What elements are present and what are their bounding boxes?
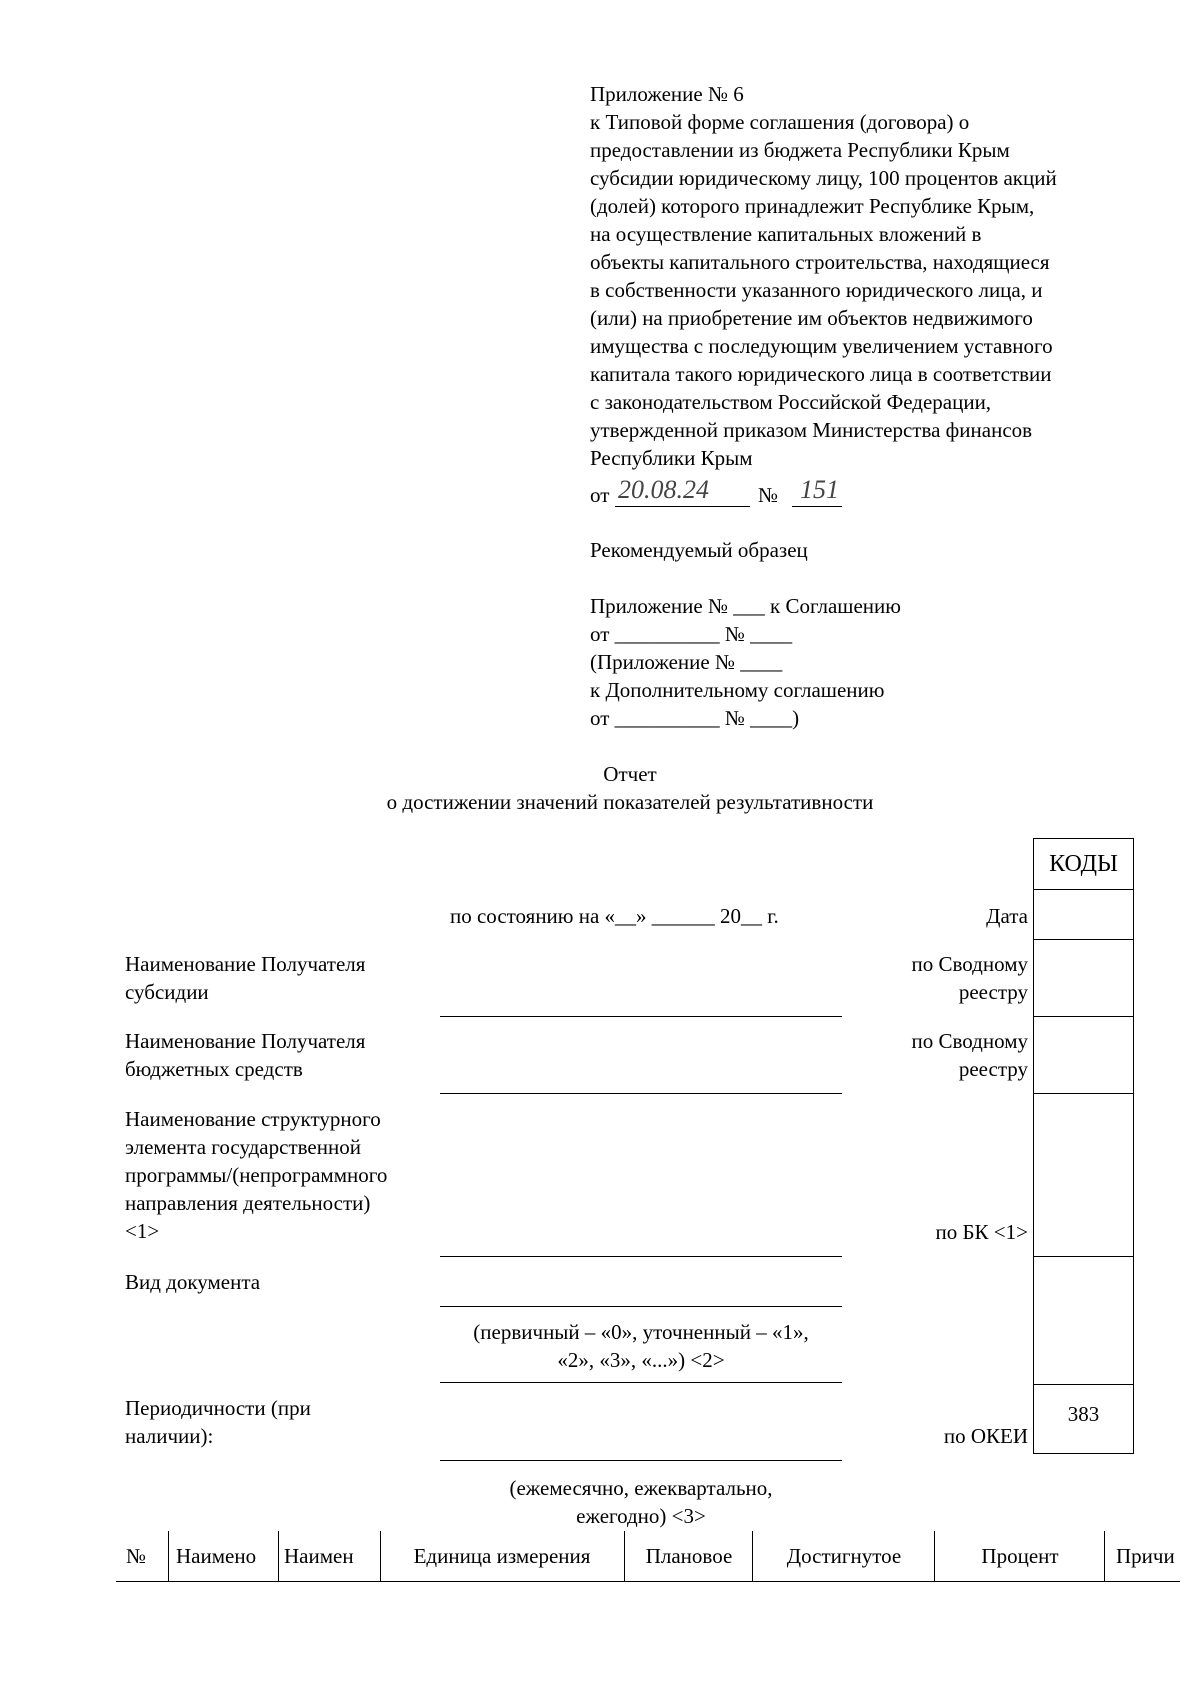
label-svod2: по Сводному bbox=[911, 1029, 1028, 1053]
code-svod1-cell[interactable] bbox=[1034, 939, 1133, 1016]
col-percent: Процент bbox=[981, 1544, 1059, 1568]
agreement-line: к Дополнительному соглашению bbox=[590, 678, 885, 702]
code-svod2-cell[interactable] bbox=[1034, 1016, 1133, 1093]
order-number-handwritten: 151 bbox=[800, 475, 839, 504]
label-doc-type: Вид документа bbox=[125, 1270, 261, 1294]
label-structural: Наименование структурного bbox=[125, 1107, 381, 1131]
agreement-line: от __________ № ____) bbox=[590, 706, 800, 730]
label-svod2-2: реестру bbox=[958, 1057, 1028, 1081]
label-svod1: по Сводному bbox=[911, 952, 1028, 976]
appendix-line: (долей) которого принадлежит Республике Крым, bbox=[590, 194, 1035, 218]
label-date: Дата bbox=[986, 904, 1028, 928]
code-okei-cell: 383 bbox=[1034, 1384, 1133, 1455]
label-structural-3: программы/(непрограммного bbox=[125, 1163, 388, 1187]
col-name-2: Наимен bbox=[284, 1544, 354, 1568]
code-bk-cell[interactable] bbox=[1034, 1093, 1133, 1256]
codes-column bbox=[1033, 838, 1134, 1454]
periodicity-hint: (ежемесячно, ежеквартально, bbox=[509, 1476, 773, 1500]
appendix-line: (или) на приобретение им объектов недвижимого bbox=[590, 306, 1033, 330]
order-date-prefix: от bbox=[590, 483, 610, 507]
col-achieved: Достигнутое bbox=[786, 1544, 902, 1568]
label-structural-2: элемента государственной bbox=[125, 1135, 361, 1159]
label-recipient-budget: Наименование Получателя bbox=[125, 1029, 366, 1053]
order-date-underline bbox=[615, 506, 750, 507]
appendix-line: на осуществление капитальных вложений в bbox=[590, 222, 982, 246]
appendix-line: субсидии юридическому лицу, 100 процентов акций bbox=[590, 166, 1057, 190]
label-svod1-2: реестру bbox=[958, 980, 1028, 1004]
label-recipient-subsidy-2: субсидии bbox=[125, 980, 209, 1004]
label-periodicity-2: наличии): bbox=[125, 1424, 214, 1448]
col-number: № bbox=[126, 1544, 147, 1568]
code-date-cell[interactable] bbox=[1034, 889, 1133, 939]
agreement-line: (Приложение № ____ bbox=[590, 650, 783, 674]
order-number-prefix: № bbox=[758, 483, 779, 507]
label-periodicity: Периодичности (при bbox=[125, 1396, 311, 1420]
col-unit: Единица измерения bbox=[413, 1544, 591, 1568]
appendix-line: капитала такого юридического лица в соответствии bbox=[590, 362, 1052, 386]
col-name-1: Наимено bbox=[176, 1544, 257, 1568]
appendix-line: объекты капитального строительства, находящиеся bbox=[590, 250, 1050, 274]
as-of-date: по состоянию на «__» ______ 20__ г. bbox=[450, 904, 779, 928]
doc-type-field[interactable] bbox=[440, 1306, 842, 1307]
col-divider bbox=[1104, 1531, 1105, 1581]
doc-type-hint-2: «2», «3», «...») <2> bbox=[557, 1348, 725, 1372]
agreement-line: от __________ № ____ bbox=[590, 622, 793, 646]
col-reasons: Причи bbox=[1116, 1544, 1175, 1568]
col-planned: Плановое bbox=[645, 1544, 733, 1568]
indicators-table-header bbox=[116, 1531, 1180, 1582]
appendix-line: имущества с последующим увеличением уставного bbox=[590, 334, 1053, 358]
appendix-line: к Типовой форме соглашения (договора) о bbox=[590, 110, 970, 134]
label-recipient-subsidy: Наименование Получателя bbox=[125, 952, 366, 976]
col-divider bbox=[934, 1531, 935, 1581]
label-structural-4: направления деятельности) bbox=[125, 1191, 371, 1215]
order-number-underline bbox=[792, 506, 842, 507]
report-title: Отчет bbox=[603, 762, 657, 786]
label-bk: по БК <1> bbox=[935, 1220, 1028, 1244]
label-structural-5: <1> bbox=[125, 1219, 160, 1243]
periodicity-field[interactable] bbox=[440, 1460, 842, 1461]
col-divider bbox=[168, 1531, 169, 1581]
agreement-line: Приложение № ___ к Соглашению bbox=[590, 594, 901, 618]
appendix-line: утвержденной приказом Министерства финансов bbox=[590, 418, 1033, 442]
label-recipient-budget-2: бюджетных средств bbox=[125, 1057, 303, 1081]
report-subtitle: о достижении значений показателей результативности bbox=[386, 790, 874, 814]
recipient-subsidy-field[interactable] bbox=[440, 1016, 842, 1017]
doc-type-hint: (первичный – «0», уточненный – «1», bbox=[473, 1320, 809, 1344]
structural-element-field[interactable] bbox=[440, 1256, 842, 1257]
recipient-budget-field[interactable] bbox=[440, 1093, 842, 1094]
recommended-sample: Рекомендуемый образец bbox=[590, 538, 808, 562]
code-doc-type-cell[interactable] bbox=[1034, 1256, 1133, 1384]
col-divider bbox=[624, 1531, 625, 1581]
periodicity-hint-2: ежегодно) <3> bbox=[576, 1504, 706, 1528]
label-okei: по ОКЕИ bbox=[943, 1424, 1028, 1448]
order-date-handwritten: 20.08.24 bbox=[618, 475, 709, 504]
appendix-line: Республики Крым bbox=[590, 446, 753, 470]
appendix-line: в собственности указанного юридического лица, и bbox=[590, 278, 1043, 302]
doc-type-hint-rule bbox=[440, 1382, 842, 1383]
col-divider bbox=[380, 1531, 381, 1581]
col-divider bbox=[752, 1531, 753, 1581]
appendix-line: Приложение № 6 bbox=[590, 82, 744, 106]
appendix-line: предоставлении из бюджета Республики Крым bbox=[590, 138, 1010, 162]
appendix-line: с законодательством Российской Федерации, bbox=[590, 390, 992, 414]
codes-header: КОДЫ bbox=[1049, 851, 1118, 877]
col-divider bbox=[278, 1531, 279, 1581]
